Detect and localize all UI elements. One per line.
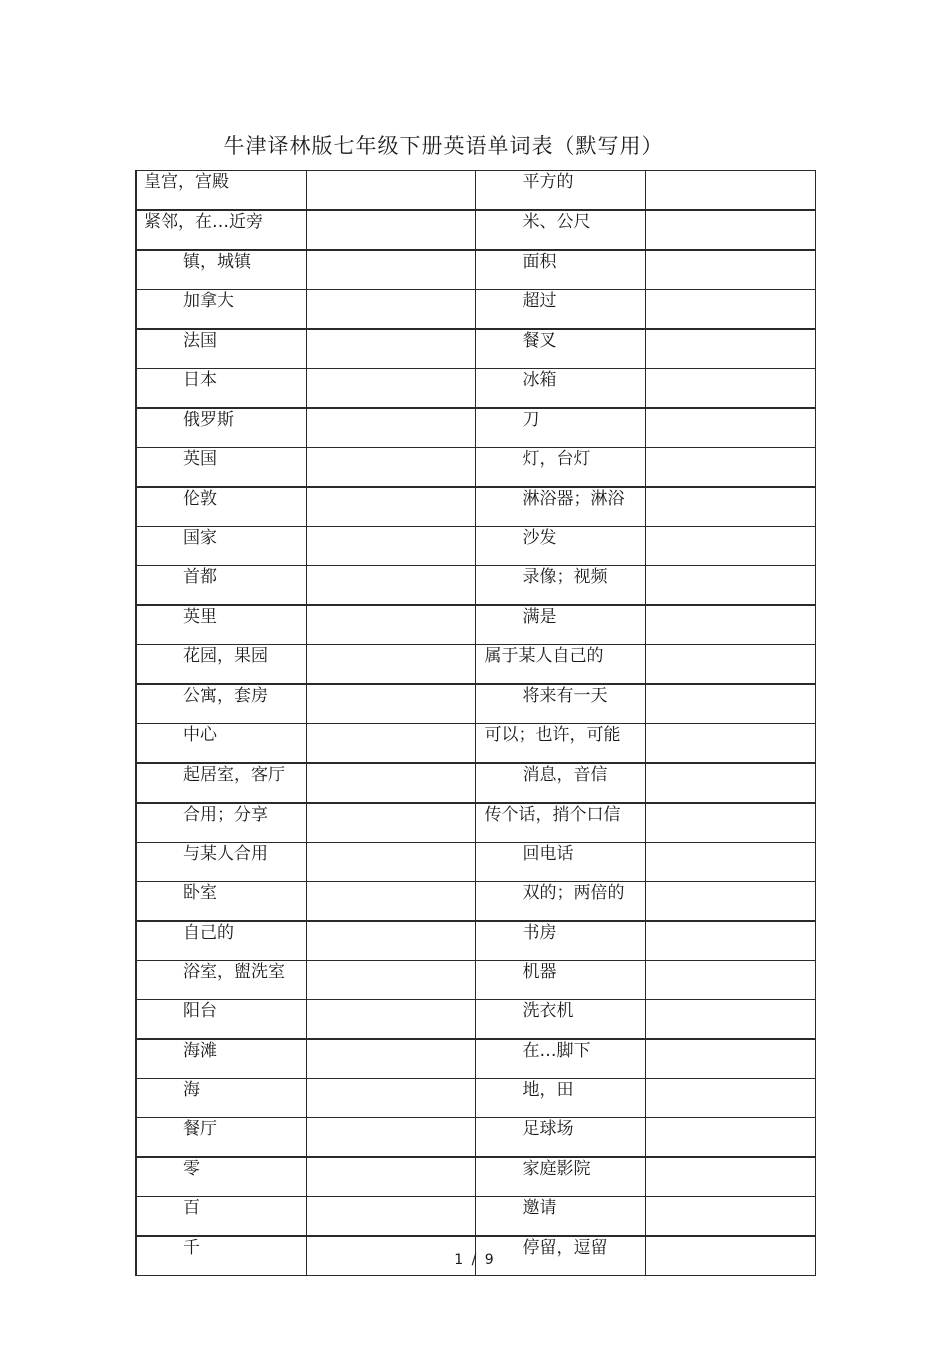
chinese-term-left: 起居室，客厅 [136,763,306,803]
answer-blank-right[interactable] [645,724,815,764]
answer-blank-right[interactable] [645,250,815,290]
answer-blank-right[interactable] [645,605,815,645]
answer-blank-left[interactable] [306,1039,475,1079]
answer-blank-left[interactable] [306,684,475,724]
answer-blank-left[interactable] [306,250,475,290]
answer-blank-left[interactable] [306,527,475,566]
chinese-term-left: 百 [136,1197,306,1237]
chinese-term-right: 地，田 [475,1079,645,1118]
answer-blank-right[interactable] [645,210,815,250]
answer-blank-right[interactable] [645,329,815,369]
table-row [136,763,815,803]
answer-blank-right[interactable] [645,1157,815,1197]
answer-blank-right[interactable] [645,921,815,961]
answer-blank-left[interactable] [306,763,475,803]
table-row [136,329,815,369]
table-row [136,1118,815,1158]
answer-blank-right[interactable] [645,1197,815,1237]
chinese-term-left: 公寓，套房 [136,684,306,724]
answer-blank-left[interactable] [306,605,475,645]
chinese-term-left: 与某人合用 [136,843,306,882]
vocab-table-body [136,171,815,1276]
answer-blank-right[interactable] [645,448,815,488]
table-row [136,684,815,724]
answer-blank-right[interactable] [645,961,815,1000]
table-row [136,724,815,764]
chinese-term-right: 面积 [475,250,645,290]
answer-blank-left[interactable] [306,1079,475,1118]
chinese-term-left: 餐厅 [136,1118,306,1158]
answer-blank-right[interactable] [645,882,815,922]
answer-blank-right[interactable] [645,763,815,803]
answer-blank-right[interactable] [645,290,815,330]
chinese-term-right: 灯，台灯 [475,448,645,488]
answer-blank-left[interactable] [306,448,475,488]
answer-blank-right[interactable] [645,487,815,527]
answer-blank-left[interactable] [306,408,475,448]
table-row [136,843,815,882]
answer-blank-right[interactable] [645,1000,815,1040]
answer-blank-left[interactable] [306,724,475,764]
chinese-term-left: 自己的 [136,921,306,961]
answer-blank-left[interactable] [306,369,475,409]
chinese-term-right: 将来有一天 [475,684,645,724]
chinese-term-right: 属于某人自己的 [475,645,645,685]
chinese-term-right: 在…脚下 [475,1039,645,1079]
answer-blank-left[interactable] [306,1000,475,1040]
answer-blank-right[interactable] [645,1118,815,1158]
chinese-term-right: 沙发 [475,527,645,566]
chinese-term-left: 首都 [136,566,306,606]
chinese-term-left: 国家 [136,527,306,566]
table-row [136,1039,815,1079]
table-row [136,1197,815,1237]
chinese-term-right: 传个话，捎个口信 [475,803,645,843]
chinese-term-left: 伦敦 [136,487,306,527]
chinese-term-right: 米、公尺 [475,210,645,250]
answer-blank-right[interactable] [645,684,815,724]
answer-blank-left[interactable] [306,329,475,369]
answer-blank-left[interactable] [306,171,475,211]
answer-blank-left[interactable] [306,803,475,843]
answer-blank-left[interactable] [306,645,475,685]
table-row [136,566,815,606]
chinese-term-left: 千 [136,1236,306,1276]
answer-blank-left[interactable] [306,961,475,1000]
chinese-term-left: 花园，果园 [136,645,306,685]
answer-blank-left[interactable] [306,882,475,922]
chinese-term-right: 机器 [475,961,645,1000]
answer-blank-right[interactable] [645,645,815,685]
chinese-term-left: 中心 [136,724,306,764]
chinese-term-left: 合用；分享 [136,803,306,843]
table-row [136,882,815,922]
chinese-term-right: 刀 [475,408,645,448]
chinese-term-right: 足球场 [475,1118,645,1158]
chinese-term-right: 超过 [475,290,645,330]
answer-blank-right[interactable] [645,171,815,211]
chinese-term-right: 冰箱 [475,369,645,409]
answer-blank-left[interactable] [306,210,475,250]
table-row [136,605,815,645]
page-title: 牛津译林版七年级下册英语单词表（默写用） [223,134,664,158]
answer-blank-left[interactable] [306,1157,475,1197]
chinese-term-left: 日本 [136,369,306,409]
chinese-term-left: 海 [136,1079,306,1118]
chinese-term-right: 家庭影院 [475,1157,645,1197]
table-row [136,487,815,527]
chinese-term-right: 录像；视频 [475,566,645,606]
table-row [136,645,815,685]
table-row [136,1000,815,1040]
chinese-term-left: 加拿大 [136,290,306,330]
chinese-term-left: 阳台 [136,1000,306,1040]
answer-blank-right[interactable] [645,527,815,566]
chinese-term-right: 洗衣机 [475,1000,645,1040]
answer-blank-left[interactable] [306,1118,475,1158]
table-row [136,171,815,211]
table-row [136,803,815,843]
chinese-term-right: 平方的 [475,171,645,211]
answer-blank-right[interactable] [645,369,815,409]
table-row [136,1079,815,1118]
chinese-term-right: 双的；两倍的 [475,882,645,922]
chinese-term-left: 俄罗斯 [136,408,306,448]
chinese-term-left: 海滩 [136,1039,306,1079]
chinese-term-left: 浴室，盥洗室 [136,961,306,1000]
chinese-term-right: 满是 [475,605,645,645]
answer-blank-left[interactable] [306,921,475,961]
answer-blank-right[interactable] [645,843,815,882]
answer-blank-right[interactable] [645,566,815,606]
answer-blank-left[interactable] [306,1197,475,1237]
answer-blank-right[interactable] [645,1079,815,1118]
table-row [136,290,815,330]
chinese-term-left: 零 [136,1157,306,1197]
vocab-table [135,170,816,1276]
chinese-term-right: 淋浴器；淋浴 [475,487,645,527]
chinese-term-right: 回电话 [475,843,645,882]
table-row [136,921,815,961]
answer-blank-left[interactable] [306,487,475,527]
table-row [136,408,815,448]
answer-blank-right[interactable] [645,803,815,843]
table-row [136,527,815,566]
chinese-term-left: 法国 [136,329,306,369]
table-row [136,250,815,290]
answer-blank-right[interactable] [645,408,815,448]
chinese-term-right: 可以；也许，可能 [475,724,645,764]
table-row [136,210,815,250]
chinese-term-left: 卧室 [136,882,306,922]
chinese-term-right: 餐叉 [475,329,645,369]
chinese-term-left: 紧邻，在…近旁 [136,210,306,250]
page-number: 1 / 9 [454,1252,496,1268]
chinese-term-left: 英国 [136,448,306,488]
chinese-term-left: 镇，城镇 [136,250,306,290]
chinese-term-right: 消息，音信 [475,763,645,803]
table-row [136,369,815,409]
table-row [136,448,815,488]
chinese-term-right: 邀请 [475,1197,645,1237]
answer-blank-left[interactable] [306,290,475,330]
chinese-term-right: 书房 [475,921,645,961]
chinese-term-right: 停留，逗留 [475,1236,645,1276]
chinese-term-left: 皇宫，宫殿 [136,171,306,211]
answer-blank-left[interactable] [306,843,475,882]
table-row [136,961,815,1000]
table-row [136,1157,815,1197]
chinese-term-left: 英里 [136,605,306,645]
answer-blank-left[interactable] [306,566,475,606]
answer-blank-right[interactable] [645,1039,815,1079]
